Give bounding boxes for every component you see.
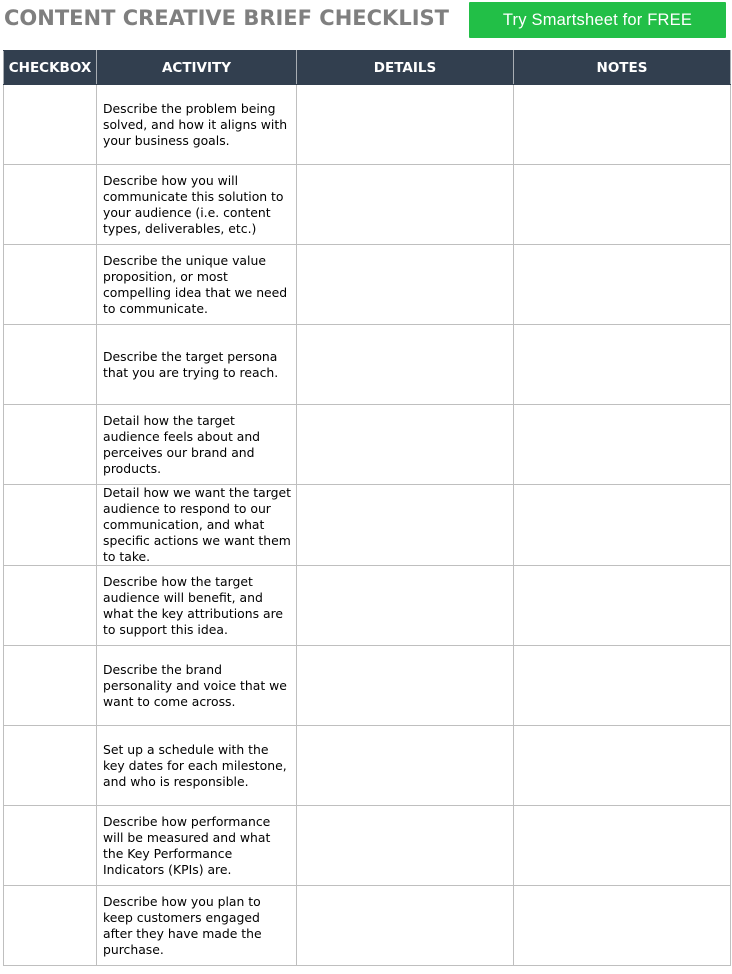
activity-cell: Describe how the target audience will benefit, and what the key attributions are to support this idea. — [97, 566, 297, 646]
checkbox-cell[interactable] — [4, 726, 97, 806]
details-cell[interactable] — [297, 165, 514, 245]
activity-cell: Describe the unique value proposition, or most compelling idea that we need to communicate. — [97, 245, 297, 325]
table-row — [4, 646, 731, 726]
table-row — [4, 165, 731, 245]
column-header-checkbox: CHECKBOX — [4, 51, 97, 85]
checkbox-cell[interactable] — [4, 566, 97, 646]
activity-cell: Describe how performance will be measured and what the Key Performance Indicators (KPIs) are. — [97, 806, 297, 886]
checkbox-cell[interactable] — [4, 485, 97, 566]
details-cell[interactable] — [297, 646, 514, 726]
column-header-details: DETAILS — [297, 51, 514, 85]
checkbox-cell[interactable] — [4, 165, 97, 245]
checkbox-cell[interactable] — [4, 405, 97, 485]
table-header-row — [4, 51, 731, 85]
table-row — [4, 85, 731, 165]
notes-cell[interactable] — [514, 325, 731, 405]
activity-cell: Describe the brand personality and voice that we want to come across. — [97, 646, 297, 726]
table-row — [4, 245, 731, 325]
table-row — [4, 726, 731, 806]
details-cell[interactable] — [297, 405, 514, 485]
notes-cell[interactable] — [514, 485, 731, 566]
activity-cell: Describe how you plan to keep customers engaged after they have made the purchase. — [97, 886, 297, 966]
details-cell[interactable] — [297, 566, 514, 646]
column-header-activity: ACTIVITY — [97, 51, 297, 85]
table-row — [4, 886, 731, 966]
activity-cell: Detail how the target audience feels about and perceives our brand and products. — [97, 405, 297, 485]
notes-cell[interactable] — [514, 566, 731, 646]
activity-cell: Describe the target persona that you are trying to reach. — [97, 325, 297, 405]
details-cell[interactable] — [297, 886, 514, 966]
table-row — [4, 325, 731, 405]
details-cell[interactable] — [297, 245, 514, 325]
table-row — [4, 485, 731, 566]
details-cell[interactable] — [297, 726, 514, 806]
details-cell[interactable] — [297, 485, 514, 566]
notes-cell[interactable] — [514, 405, 731, 485]
table-row — [4, 566, 731, 646]
activity-cell: Set up a schedule with the key dates for each milestone, and who is responsible. — [97, 726, 297, 806]
details-cell[interactable] — [297, 806, 514, 886]
checkbox-cell[interactable] — [4, 325, 97, 405]
checkbox-cell[interactable] — [4, 646, 97, 726]
notes-cell[interactable] — [514, 806, 731, 886]
notes-cell[interactable] — [514, 165, 731, 245]
table-row — [4, 806, 731, 886]
column-header-notes: NOTES — [514, 51, 731, 85]
checkbox-cell[interactable] — [4, 245, 97, 325]
details-cell[interactable] — [297, 325, 514, 405]
notes-cell[interactable] — [514, 245, 731, 325]
page-title: CONTENT CREATIVE BRIEF CHECKLIST — [4, 6, 449, 30]
try-smartsheet-button[interactable]: Try Smartsheet for FREE — [469, 2, 726, 38]
checkbox-cell[interactable] — [4, 886, 97, 966]
table-row — [4, 405, 731, 485]
activity-cell: Detail how we want the target audience to respond to our communication, and what specific actions we want them to take. — [97, 485, 297, 566]
notes-cell[interactable] — [514, 886, 731, 966]
details-cell[interactable] — [297, 85, 514, 165]
checkbox-cell[interactable] — [4, 85, 97, 165]
notes-cell[interactable] — [514, 85, 731, 165]
checkbox-cell[interactable] — [4, 806, 97, 886]
notes-cell[interactable] — [514, 646, 731, 726]
activity-cell: Describe how you will communicate this solution to your audience (i.e. content types, deliverables, etc.) — [97, 165, 297, 245]
notes-cell[interactable] — [514, 726, 731, 806]
checklist-table — [3, 50, 731, 966]
activity-cell: Describe the problem being solved, and how it aligns with your business goals. — [97, 85, 297, 165]
